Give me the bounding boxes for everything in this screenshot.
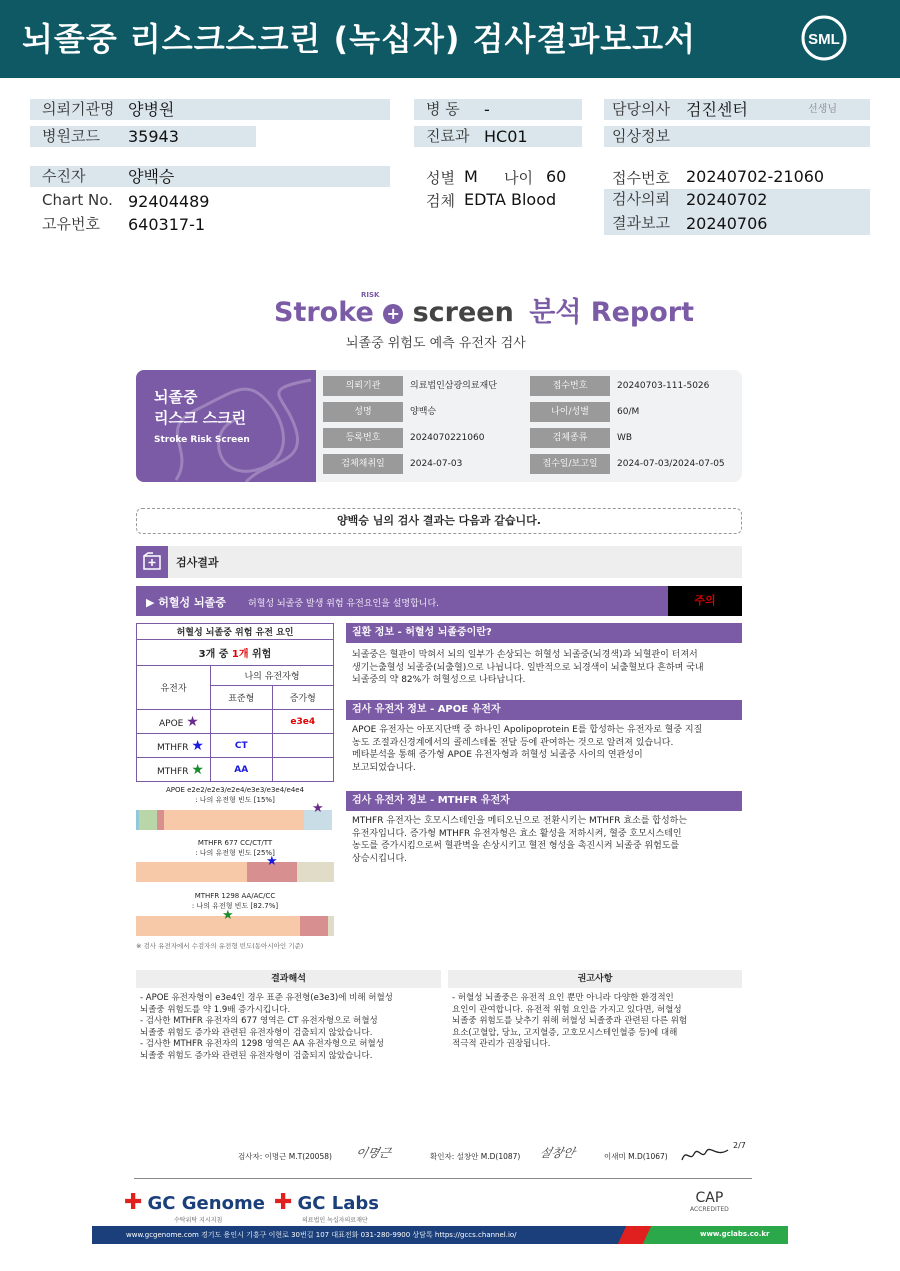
chart-no: 92404489 xyxy=(128,192,210,211)
apoe-freq-caption: APOE e2e2/e2e3/e2e4/e3e3/e3e4/e4e4 : 나의 유전형 빈도 [15%] xyxy=(165,786,305,804)
panel-disease-info: 질환 정보 - 허혈성 뇌졸중이란? 뇌졸중은 혈관이 막혀서 뇌의 일부가 손상되는 허혈성 뇌졸중(뇌경색)과 뇌혈관이 터져서 생기는출혈성 뇌졸중(뇌출혈)으로 나뉩니다. 일반적으로 뇌경색이 뇌출혈보다 흔하며 국내 뇌졸중의 약 82%가 허혈성으로 나타납니다. xyxy=(346,623,742,687)
mthfr677-freq-bar xyxy=(136,854,334,882)
hospital-value: 양병원 xyxy=(128,100,175,119)
confirm-signature: 확인자: 설창안 M.D(1087) xyxy=(430,1152,521,1161)
gc-labs-logo: ✚ GC Labs 의료법인 녹십자의료재단 xyxy=(274,1190,379,1224)
sml-logo xyxy=(800,14,848,62)
mthfr1298-freq-caption: MTHFR 1298 AA/AC/CC : 나의 유전형 빈도 [82.7%] xyxy=(191,892,279,910)
card-value: 60/M xyxy=(617,407,640,417)
third-signature: 이새미 M.D(1067) xyxy=(604,1152,668,1161)
mthfr1298-freq-bar xyxy=(136,908,334,936)
plus-icon: + xyxy=(383,304,403,324)
receipt-number: 20240702-21060 xyxy=(686,167,825,186)
tester-signature: 검사자: 이명근 M.T(20058) xyxy=(238,1152,332,1161)
card-value: 의료법인삼광의료재단 xyxy=(410,381,497,391)
card-value: 양백승 xyxy=(410,407,437,417)
ischemic-stroke-bar: ▶ 허혈성 뇌졸중 허혈성 뇌졸중 발생 위험 유전요인을 설명합니다. xyxy=(136,586,668,616)
freq-note: ※ 검사 유전자에서 수검자의 유전형 빈도(동아시아인 기준) xyxy=(136,942,304,950)
footer-bar xyxy=(92,1226,788,1244)
divider xyxy=(134,1178,752,1179)
panel-apoe-info: 검사 유전자 정보 - APOE 유전자 APOE 유전자는 아포지단백 중 하나인 Apolipoprotein E를 합성하는 유전자로 혈중 지질 농도 조절과신경계에서의 콜레스테롤 전달 등에 관여하는 것으로 알려져 있습니다. 메타분석을 통해 증가형 APOE 유전자형과 허혈성 뇌졸중 사이의 연관성이 보고되었습니다. xyxy=(346,700,742,774)
confirm-sign-image: 설창안 xyxy=(537,1146,577,1160)
mthfr1298-star-icon: ★ xyxy=(222,908,234,923)
card-label: 등록번호 xyxy=(323,428,403,448)
doctor-row: 담당의사 검진센터 선생님 xyxy=(604,99,870,120)
patient-row: 수진자 양백승 xyxy=(30,166,390,187)
clinical-row: 임상정보 xyxy=(604,126,870,147)
footer-site-link[interactable]: www.gclabs.co.kr xyxy=(700,1230,770,1238)
page-title: 뇌졸중 리스크스크린 (녹십자) 검사결과보고서 xyxy=(22,20,697,58)
cross-icon: ✚ xyxy=(274,1190,293,1215)
cross-icon: ✚ xyxy=(124,1190,143,1215)
ward-row: 병 동 - xyxy=(414,99,582,120)
svg-text:SML: SML xyxy=(808,31,840,48)
result-section-header: 검사결과 xyxy=(136,546,742,578)
card-value: WB xyxy=(617,433,633,443)
apoe-star-icon: ★ xyxy=(312,801,324,816)
dept-row: 진료과 HC01 xyxy=(414,126,582,147)
panel-mthfr-info: 검사 유전자 정보 - MTHFR 유전자 MTHFR 유전자는 호모시스테인을 메티오닌으로 전환시키는 MTHFR 효소를 합성하는 유전자입니다. 증가형 MTHFR 유전자형은 효소 활성을 저하시켜, 혈중 호모시스테인 농도를 증가시킴으로써 혈관벽을 손상시키고 혈전 형성을 촉진시켜 뇌졸중 위험도를 상승시킵니다. xyxy=(346,791,742,865)
card-label: 접수번호 xyxy=(530,376,610,396)
table-row: MTHFR ★ CT xyxy=(137,734,334,758)
caution-badge: 주의 xyxy=(668,586,742,616)
card-label: 나이/성별 xyxy=(530,402,610,422)
card-label: 의뢰기관 xyxy=(323,376,403,396)
card-value: 2024-07-03/2024-07-05 xyxy=(617,459,725,469)
folder-plus-icon xyxy=(136,546,168,578)
card-label: 검체채취일 xyxy=(323,454,403,474)
handwritten-signature xyxy=(680,1146,730,1168)
mthfr677-star-icon: ★ xyxy=(266,854,278,869)
card-label: 검체종류 xyxy=(530,428,610,448)
cap-logo: CAP ACCREDITED xyxy=(690,1190,729,1213)
table-row: APOE ★ e3e4 xyxy=(137,710,334,734)
apoe-freq-bar xyxy=(136,801,334,830)
mthfr677-freq-caption: MTHFR 677 CC/CT/TT : 나의 유전형 빈도 [25%] xyxy=(195,839,275,857)
table-row: MTHFR ★ AA xyxy=(137,758,334,782)
dates-block: 검사의뢰 20240702 결과보고 20240706 xyxy=(604,189,870,235)
interpretation-box: 결과해석 - APOE 유전자형이 e3e4인 경우 표준 유전형(e3e3)에 비해 허혈성 뇌졸중 위험도를 약 1.9배 증가시킵니다. - 검사한 MTHFR 유전자의 677 영역은 CT 유전자형으로 허혈성 뇌졸중 위험도 증가와 관련된 유전자형이 검출되지 않았습니다. - 검사한 MTHFR 유전자의 1298 영역은 AA 유전자형으로 허혈성 뇌졸중 위험도 증가와 관련된 유전자형이 검출되지 않았습니다. xyxy=(136,970,441,1062)
card-label: 성명 xyxy=(323,402,403,422)
recommendation-box: 권고사항 - 허혈성 뇌졸중은 유전적 요인 뿐만 아니라 다양한 환경적인 요인이 관여합니다. 유전적 위험 요인을 가지고 있다면, 허혈성 뇌졸중 위험도를 낮추기 위해 허혈성 뇌졸중과 관련된 다른 위험 요소(고혈압, 당뇨, 고지혈증, 고호모시스테인혈증 등)에 대해 적극적 관리가 권장됩니다. xyxy=(448,970,742,1051)
card-value: 20240703-111-5026 xyxy=(617,381,710,391)
page-number: 2/7 xyxy=(733,1141,746,1150)
brand-subtitle: 뇌졸중 위험도 예측 유전자 검사 xyxy=(346,336,526,351)
brand-title: Stroke + screen 분석 Report xyxy=(274,297,694,328)
tester-sign-image: 이명근 xyxy=(353,1146,393,1160)
card-label: 접수일/보고일 xyxy=(530,454,610,474)
gene-table: 허혈성 뇌졸중 위험 유전 요인 3개 중 1개 위험 유전자 나의 유전자형 표준형 증가형 APOE ★ e3e4 MTHFR ★ CT MTHFR ★ AA xyxy=(136,623,334,782)
card-badge: 뇌졸중 리스크 스크린 Stroke Risk Screen xyxy=(136,370,316,482)
footer-address: www.gcgenome.com 경기도 용인시 기흥구 이현로 30번길 107 대표전화 031-280-9900 상담톡 https://gccs.channel.io/ xyxy=(126,1231,517,1239)
card-value: 2024-07-03 xyxy=(410,459,463,469)
gc-genome-logo: ✚ GC Genome 수탁위탁 지시지침 xyxy=(124,1190,265,1224)
greeting: 양백승 님의 검사 결과는 다음과 같습니다. xyxy=(136,508,742,534)
card-value: 2024070221060 xyxy=(410,433,485,443)
hospcode-row: 병원코드 35943 xyxy=(30,126,256,147)
hospital-row: 의뢰기관명 양병원 xyxy=(30,99,390,120)
